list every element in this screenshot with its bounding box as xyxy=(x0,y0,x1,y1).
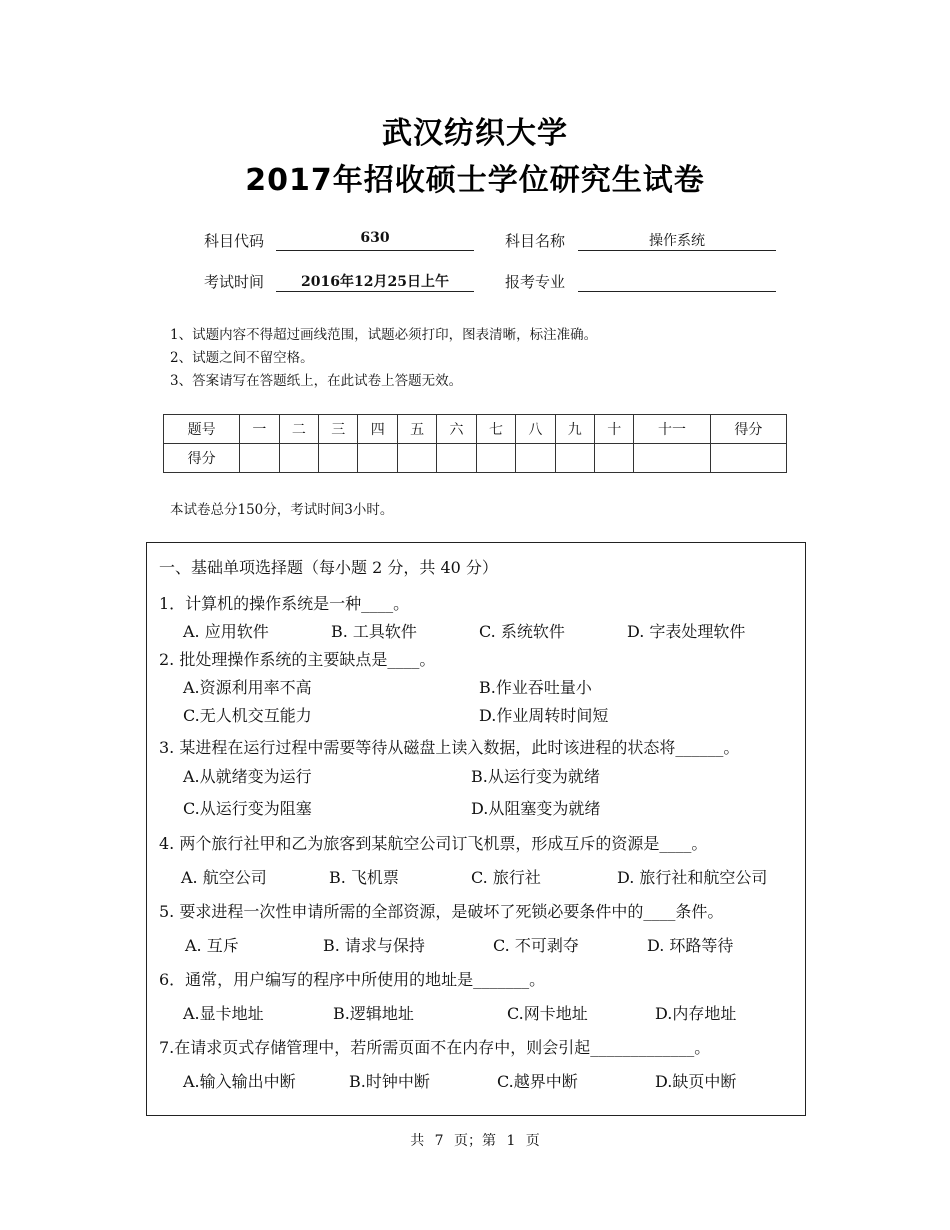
score-cell xyxy=(240,444,279,473)
question-stem: 5. 要求进程一次性申请所需的全部资源，是破坏了死锁必要条件中的____条件。 xyxy=(159,902,724,921)
option: C.无人机交互能力 xyxy=(183,706,312,725)
option: C.越界中断 xyxy=(497,1072,578,1091)
question-stem: 1．计算机的操作系统是一种____。 xyxy=(159,594,410,613)
major-field xyxy=(578,271,776,292)
score-table-header-cell: 四 xyxy=(358,415,397,444)
option: C. 系统软件 xyxy=(479,622,565,641)
score-cell xyxy=(319,444,358,473)
option: B.作业吞吐量小 xyxy=(479,678,592,697)
option: B.时钟中断 xyxy=(349,1072,430,1091)
option: A.资源利用率不高 xyxy=(183,678,312,697)
option: D. 环路等待 xyxy=(647,936,734,955)
major-label: 报考专业 xyxy=(505,273,566,291)
score-table-header-cell: 十 xyxy=(595,415,634,444)
option: A.输入输出中断 xyxy=(183,1072,296,1091)
question-stem: 7.在请求页式存储管理中，若所需页面不在内存中，则会引起_____________。 xyxy=(159,1038,711,1057)
instruction-item: 1、试题内容不得超过画线范围，试题必须打印，图表清晰，标注准确。 xyxy=(170,327,598,343)
question-box xyxy=(146,542,806,1116)
score-table xyxy=(163,414,787,473)
total-score-note: 本试卷总分150分，考试时间3小时。 xyxy=(170,502,394,518)
subject-code-label: 科目代码 xyxy=(204,232,265,250)
score-table-header-cell: 八 xyxy=(516,415,555,444)
option: D. 字表处理软件 xyxy=(627,622,746,641)
option: A. 互斥 xyxy=(185,936,239,955)
option: B.逻辑地址 xyxy=(333,1004,414,1023)
option: D.缺页中断 xyxy=(655,1072,737,1091)
score-cell xyxy=(555,444,594,473)
score-table-header-cell: 六 xyxy=(437,415,476,444)
university-name: 武汉纺织大学 xyxy=(382,116,568,151)
question-stem: 2. 批处理操作系统的主要缺点是____。 xyxy=(159,650,436,669)
option: A. 航空公司 xyxy=(181,868,267,887)
section-title: 一、基础单项选择题（每小题 2 分，共 40 分） xyxy=(159,558,498,577)
score-cell xyxy=(437,444,476,473)
subject-name-field: 操作系统 xyxy=(578,230,776,251)
option: C.网卡地址 xyxy=(507,1004,588,1023)
option: A.从就绪变为运行 xyxy=(183,767,312,786)
score-table-header-cell: 五 xyxy=(397,415,436,444)
option: B. 请求与保持 xyxy=(323,936,425,955)
instruction-item: 3、答案请写在答题纸上，在此试卷上答题无效。 xyxy=(170,373,463,389)
score-cell xyxy=(476,444,515,473)
score-table-header-cell: 题号 xyxy=(164,415,240,444)
score-cell xyxy=(634,444,710,473)
subject-code-field: 630 xyxy=(276,230,474,251)
option: D.从阻塞变为就绪 xyxy=(471,799,601,818)
score-table-header-cell: 一 xyxy=(240,415,279,444)
option: D. 旅行社和航空公司 xyxy=(617,868,768,887)
question-stem: 6．通常，用户编写的程序中所使用的地址是_______。 xyxy=(159,970,546,989)
score-table-header-cell: 七 xyxy=(476,415,515,444)
score-table-header-cell: 二 xyxy=(279,415,318,444)
option: C.从运行变为阻塞 xyxy=(183,799,312,818)
score-cell xyxy=(595,444,634,473)
score-cell xyxy=(710,444,786,473)
instruction-item: 2、试题之间不留空格。 xyxy=(170,350,314,366)
score-cell xyxy=(358,444,397,473)
score-table-score-row xyxy=(164,444,787,473)
score-table-header-cell: 九 xyxy=(555,415,594,444)
score-cell xyxy=(516,444,555,473)
question-stem: 3. 某进程在运行过程中需要等待从磁盘上读入数据，此时该进程的状态将______。 xyxy=(159,738,740,757)
option: C. 旅行社 xyxy=(471,868,541,887)
option: D.作业周转时间短 xyxy=(479,706,609,725)
exam-time-label: 考试时间 xyxy=(204,273,265,291)
option: D.内存地址 xyxy=(655,1004,737,1023)
exam-time-field: 2016年12月25日上午 xyxy=(276,271,474,292)
exam-instructions xyxy=(170,324,597,393)
option: C. 不可剥夺 xyxy=(493,936,579,955)
score-table-header-row xyxy=(164,415,787,444)
subject-name-label: 科目名称 xyxy=(505,232,566,250)
score-cell xyxy=(279,444,318,473)
score-table-header-cell: 十一 xyxy=(634,415,710,444)
option: B.从运行变为就绪 xyxy=(471,767,600,786)
option: A. 应用软件 xyxy=(183,622,269,641)
page-footer: 共 7 页；第 1 页 xyxy=(410,1133,540,1149)
option: B. 工具软件 xyxy=(331,622,417,641)
score-row-label: 得分 xyxy=(164,444,240,473)
exam-title: 2017年招收硕士学位研究生试卷 xyxy=(245,163,705,198)
score-table-header-cell: 三 xyxy=(319,415,358,444)
score-cell xyxy=(397,444,436,473)
score-table-header-cell: 得分 xyxy=(710,415,786,444)
question-stem: 4. 两个旅行社甲和乙为旅客到某航空公司订飞机票，形成互斥的资源是____。 xyxy=(159,834,708,853)
option: A.显卡地址 xyxy=(183,1004,264,1023)
option: B. 飞机票 xyxy=(329,868,399,887)
